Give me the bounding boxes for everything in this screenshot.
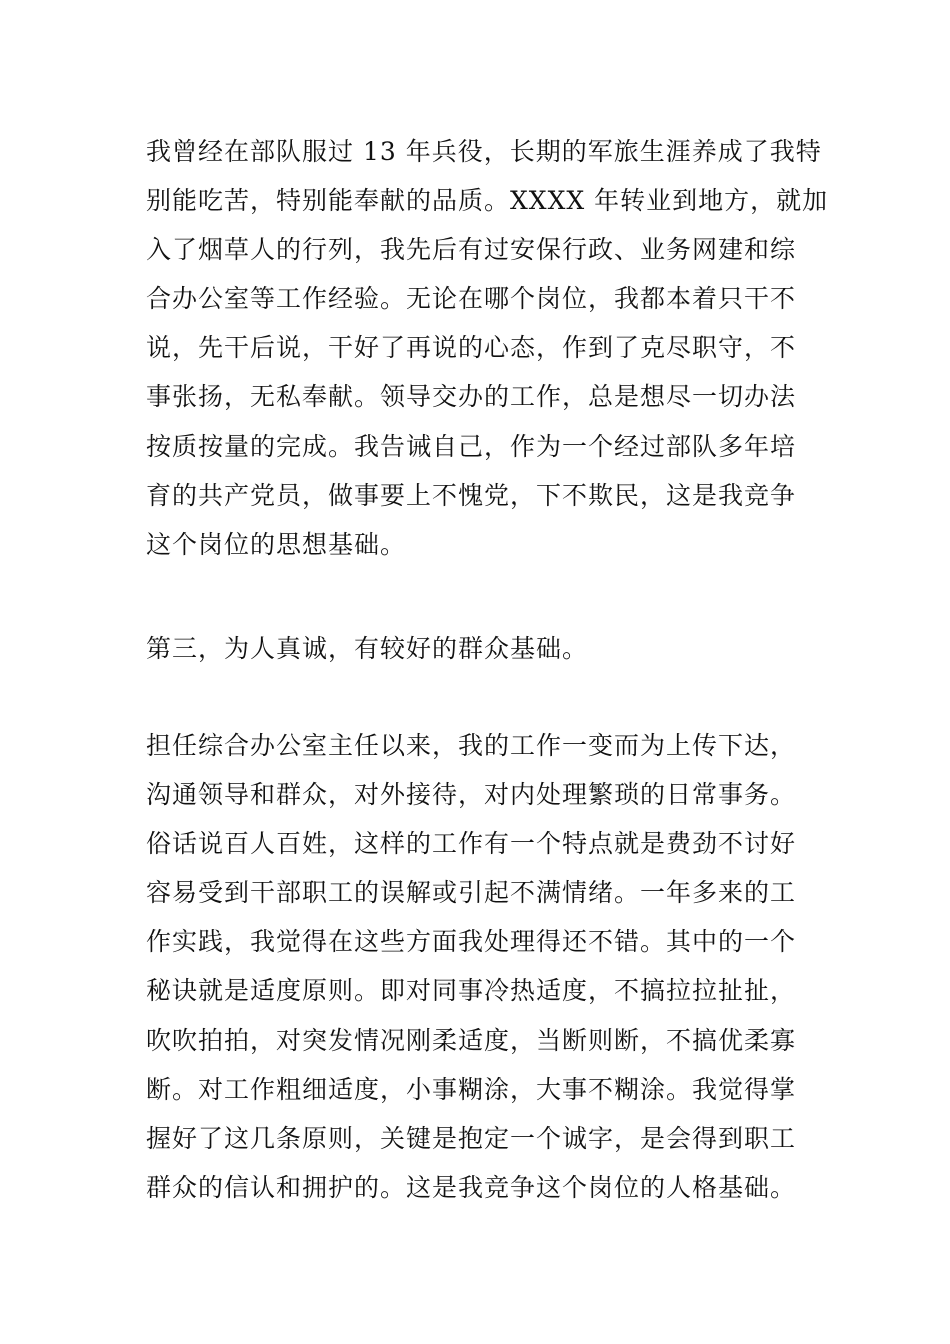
text-line: 容易受到干部职工的误解或引起不满情绪。一年多来的工 (146, 878, 797, 908)
text-line: 事张扬，无私奉献。领导交办的工作，总是想尽一切办法 (146, 382, 797, 412)
paragraph-office-work (146, 721, 810, 1212)
text-line: 这个岗位的思想基础。 (146, 529, 407, 559)
paragraph-military-background (146, 127, 829, 569)
text-line: 俗话说百人百姓，这样的工作有一个特点就是费劲不讨好 (146, 829, 797, 859)
text-line: 握好了这几条原则，关键是抱定一个诚字，是会得到职工 (146, 1123, 797, 1153)
text-line: 说，先干后说，干好了再说的心态，作到了克尽职守，不 (146, 333, 797, 363)
section-heading-third (146, 624, 810, 673)
text-line: 按质按量的完成。我告诫自己，作为一个经过部队多年培 (146, 431, 797, 461)
text-line: 沟通领导和群众，对外接待，对内处理繁琐的日常事务。 (146, 780, 797, 810)
text-line: 群众的信认和拥护的。这是我竞争这个岗位的人格基础。 (146, 1172, 797, 1202)
text-line: 秘诀就是适度原则。即对同事冷热适度，不搞拉拉扯扯， (146, 976, 797, 1006)
text-line: 合办公室等工作经验。无论在哪个岗位，我都本着只干不 (146, 284, 797, 314)
text-line: 别能吃苦，特别能奉献的品质。XXXX 年转业到地方，就加 (146, 186, 829, 216)
heading-line: 第三，为人真诚，有较好的群众基础。 (146, 634, 589, 663)
text-line: 育的共产党员，做事要上不愧党，下不欺民，这是我竞争 (146, 480, 797, 510)
text-line: 担任综合办公室主任以来，我的工作一变而为上传下达， (146, 731, 797, 760)
text-line: 入了烟草人的行列，我先后有过安保行政、业务网建和综 (146, 235, 797, 265)
text-line: 断。对工作粗细适度，小事糊涂，大事不糊涂。我觉得掌 (146, 1074, 797, 1104)
text-line: 作实践，我觉得在这些方面我处理得还不错。其中的一个 (146, 927, 797, 957)
text-line: 吹吹拍拍，对突发情况刚柔适度，当断则断，不搞优柔寡 (146, 1025, 797, 1055)
text-line: 我曾经在部队服过 13 年兵役，长期的军旅生涯养成了我特 (146, 137, 822, 166)
